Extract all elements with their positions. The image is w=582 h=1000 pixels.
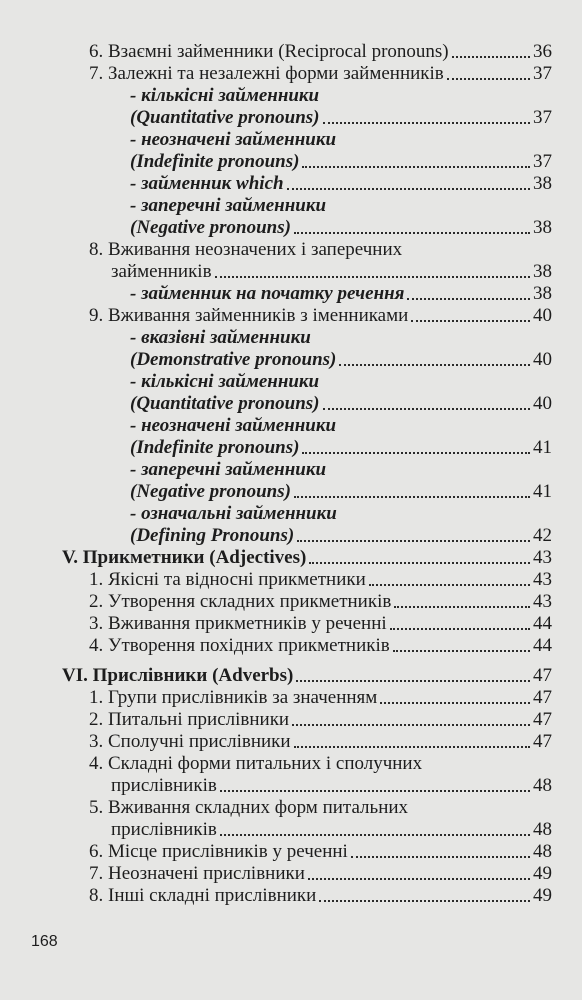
dot-leader xyxy=(294,746,530,748)
toc-entry-title: (Indefinite pronouns) xyxy=(130,437,300,458)
toc-entry-title: - займенник на початку речення xyxy=(130,283,405,304)
dot-leader xyxy=(294,496,530,498)
dot-leader xyxy=(292,724,530,726)
toc-entry[interactable] xyxy=(0,885,582,907)
toc-page-number: 48 xyxy=(533,775,552,796)
toc-subentry[interactable] xyxy=(0,503,582,525)
toc-subentry[interactable] xyxy=(0,327,582,349)
dot-leader xyxy=(220,834,530,836)
toc-page-number: 44 xyxy=(533,613,552,634)
toc-entry[interactable] xyxy=(0,569,582,591)
toc-page-number: 38 xyxy=(533,217,552,238)
dot-leader xyxy=(411,320,530,322)
dot-leader xyxy=(287,188,530,190)
toc-entry[interactable] xyxy=(0,591,582,613)
toc-entry-title: (Negative pronouns) xyxy=(130,217,291,238)
dot-leader xyxy=(380,702,530,704)
section-gap xyxy=(0,657,582,665)
dot-leader xyxy=(309,562,530,564)
toc-entry[interactable] xyxy=(0,635,582,657)
toc-subentry[interactable] xyxy=(0,173,582,195)
toc-page-number: 43 xyxy=(533,591,552,612)
toc-page-number: 43 xyxy=(533,569,552,590)
toc-page-number: 40 xyxy=(533,305,552,326)
toc-entry-title: 4. Складні форми питальних і сполучних xyxy=(89,753,423,774)
toc-entry[interactable] xyxy=(0,613,582,635)
toc-entry[interactable] xyxy=(0,261,582,283)
toc-page-number: 48 xyxy=(533,841,552,862)
toc-page-number: 47 xyxy=(533,687,552,708)
toc-subentry[interactable] xyxy=(0,85,582,107)
toc-entry-title: - кількісні займенники xyxy=(130,85,320,106)
toc-subentry[interactable] xyxy=(0,393,582,415)
toc-page-number: 38 xyxy=(533,173,552,194)
toc-entry-title: 6. Взаємні займенники (Reciprocal pronouns) xyxy=(89,41,449,62)
dot-leader xyxy=(447,78,530,80)
toc-page-number: 41 xyxy=(533,481,552,502)
toc-entry[interactable] xyxy=(0,841,582,863)
toc-entry-title: 2. Питальні прислівники xyxy=(89,709,290,730)
toc-entry-title: 8. Інші складні прислівники xyxy=(89,885,317,906)
toc-entry-title: - заперечні займенники xyxy=(130,195,327,216)
toc-entry-title: - заперечні займенники xyxy=(130,459,327,480)
page-number: 168 xyxy=(31,933,58,950)
dot-leader xyxy=(452,56,530,58)
toc-entry-title: 2. Утворення складних прикметників xyxy=(89,591,392,612)
toc-entry-title: - вказівні займенники xyxy=(130,327,311,348)
toc-entry-title: (Negative pronouns) xyxy=(130,481,291,502)
toc-entry-title: 6. Місце прислівників у реченні xyxy=(89,841,348,862)
toc-entry[interactable] xyxy=(0,775,582,797)
toc-page-number: 49 xyxy=(533,863,552,884)
toc-entry-title: 1. Якісні та відносні прикметники xyxy=(89,569,366,590)
toc-subentry[interactable] xyxy=(0,107,582,129)
toc-entry[interactable] xyxy=(0,819,582,841)
toc-page-number: 37 xyxy=(533,63,552,84)
toc-page-number: 47 xyxy=(533,709,552,730)
toc-page-number: 40 xyxy=(533,393,552,414)
toc-entry-title: 5. Вживання складних форм питальних xyxy=(89,797,409,818)
toc-subentry[interactable] xyxy=(0,371,582,393)
toc-section-heading[interactable] xyxy=(0,547,582,569)
dot-leader xyxy=(351,856,530,858)
toc-subentry[interactable] xyxy=(0,283,582,305)
dot-leader xyxy=(302,166,530,168)
toc-entry-title: (Indefinite pronouns) xyxy=(130,151,300,172)
toc-entry[interactable] xyxy=(0,863,582,885)
toc-page-number: 38 xyxy=(533,283,552,304)
toc-page-number: 42 xyxy=(533,525,552,546)
dot-leader xyxy=(407,298,530,300)
dot-leader xyxy=(308,878,530,880)
toc-page-number: 47 xyxy=(533,731,552,752)
dot-leader xyxy=(215,276,530,278)
toc-entry[interactable] xyxy=(0,305,582,327)
toc-entry[interactable] xyxy=(0,797,582,819)
toc-entry-title: 8. Вживання неозначених і заперечних xyxy=(89,239,403,260)
toc-page-number: 36 xyxy=(533,41,552,62)
toc-entry-title: 4. Утворення похідних прикметників xyxy=(89,635,390,656)
toc-entry[interactable] xyxy=(0,709,582,731)
toc-subentry[interactable] xyxy=(0,415,582,437)
toc-page-number: 38 xyxy=(533,261,552,282)
toc-subentry[interactable] xyxy=(0,525,582,547)
toc-entry-title: - займенник which xyxy=(130,173,284,194)
toc-entry[interactable] xyxy=(0,731,582,753)
table-of-contents xyxy=(0,41,582,907)
dot-leader xyxy=(393,650,530,652)
toc-page-number: 48 xyxy=(533,819,552,840)
toc-entry-title: 7. Залежні та незалежні форми займенників xyxy=(89,63,444,84)
toc-section-heading[interactable] xyxy=(0,665,582,687)
toc-page-number: 41 xyxy=(533,437,552,458)
toc-page-number: 37 xyxy=(533,107,552,128)
dot-leader xyxy=(294,232,530,234)
toc-page-number: 49 xyxy=(533,885,552,906)
toc-entry-title: прислівників xyxy=(111,819,217,840)
dot-leader xyxy=(297,540,530,542)
toc-entry[interactable] xyxy=(0,687,582,709)
toc-entry-title: 1. Групи прислівників за значенням xyxy=(89,687,378,708)
toc-page-number: 40 xyxy=(533,349,552,370)
toc-entry-title: (Defining Pronouns) xyxy=(130,525,295,546)
toc-entry-title: (Demonstrative pronouns) xyxy=(130,349,337,370)
toc-subentry[interactable] xyxy=(0,349,582,371)
toc-entry-title: 7. Неозначені прислівники xyxy=(89,863,305,884)
toc-entry-title: VI. Прислівники (Adverbs) xyxy=(62,665,294,686)
toc-subentry[interactable] xyxy=(0,459,582,481)
toc-entry-title: прислівників xyxy=(111,775,217,796)
toc-subentry[interactable] xyxy=(0,481,582,503)
toc-page-number: 44 xyxy=(533,635,552,656)
toc-entry-title: 3. Вживання прикметників у реченні xyxy=(89,613,387,634)
toc-entry-title: - неозначені займенники xyxy=(130,415,337,436)
toc-entry-title: (Quantitative pronouns) xyxy=(130,393,320,414)
toc-entry-title: (Quantitative pronouns) xyxy=(130,107,320,128)
dot-leader xyxy=(390,628,530,630)
toc-entry[interactable] xyxy=(0,41,582,63)
toc-entry-title: займенників xyxy=(111,261,212,282)
toc-subentry[interactable] xyxy=(0,217,582,239)
toc-entry-title: - неозначені займенники xyxy=(130,129,337,150)
toc-entry[interactable] xyxy=(0,63,582,85)
toc-entry[interactable] xyxy=(0,239,582,261)
toc-subentry[interactable] xyxy=(0,129,582,151)
dot-leader xyxy=(296,680,530,682)
dot-leader xyxy=(339,364,530,366)
dot-leader xyxy=(323,408,530,410)
dot-leader xyxy=(394,606,530,608)
toc-entry-title: - кількісні займенники xyxy=(130,371,320,392)
toc-subentry[interactable] xyxy=(0,437,582,459)
toc-entry-title: 9. Вживання займенників з іменниками xyxy=(89,305,409,326)
dot-leader xyxy=(369,584,530,586)
toc-entry-title: - означальні займенники xyxy=(130,503,337,524)
toc-entry[interactable] xyxy=(0,753,582,775)
toc-page-number: 47 xyxy=(533,665,552,686)
dot-leader xyxy=(220,790,530,792)
toc-page-number: 43 xyxy=(533,547,552,568)
dot-leader xyxy=(319,900,530,902)
dot-leader xyxy=(323,122,530,124)
toc-subentry[interactable] xyxy=(0,195,582,217)
toc-page-number: 37 xyxy=(533,151,552,172)
toc-entry-title: 3. Сполучні прислівники xyxy=(89,731,291,752)
toc-entry-title: V. Прикметники (Adjectives) xyxy=(62,547,307,568)
dot-leader xyxy=(302,452,530,454)
toc-subentry[interactable] xyxy=(0,151,582,173)
